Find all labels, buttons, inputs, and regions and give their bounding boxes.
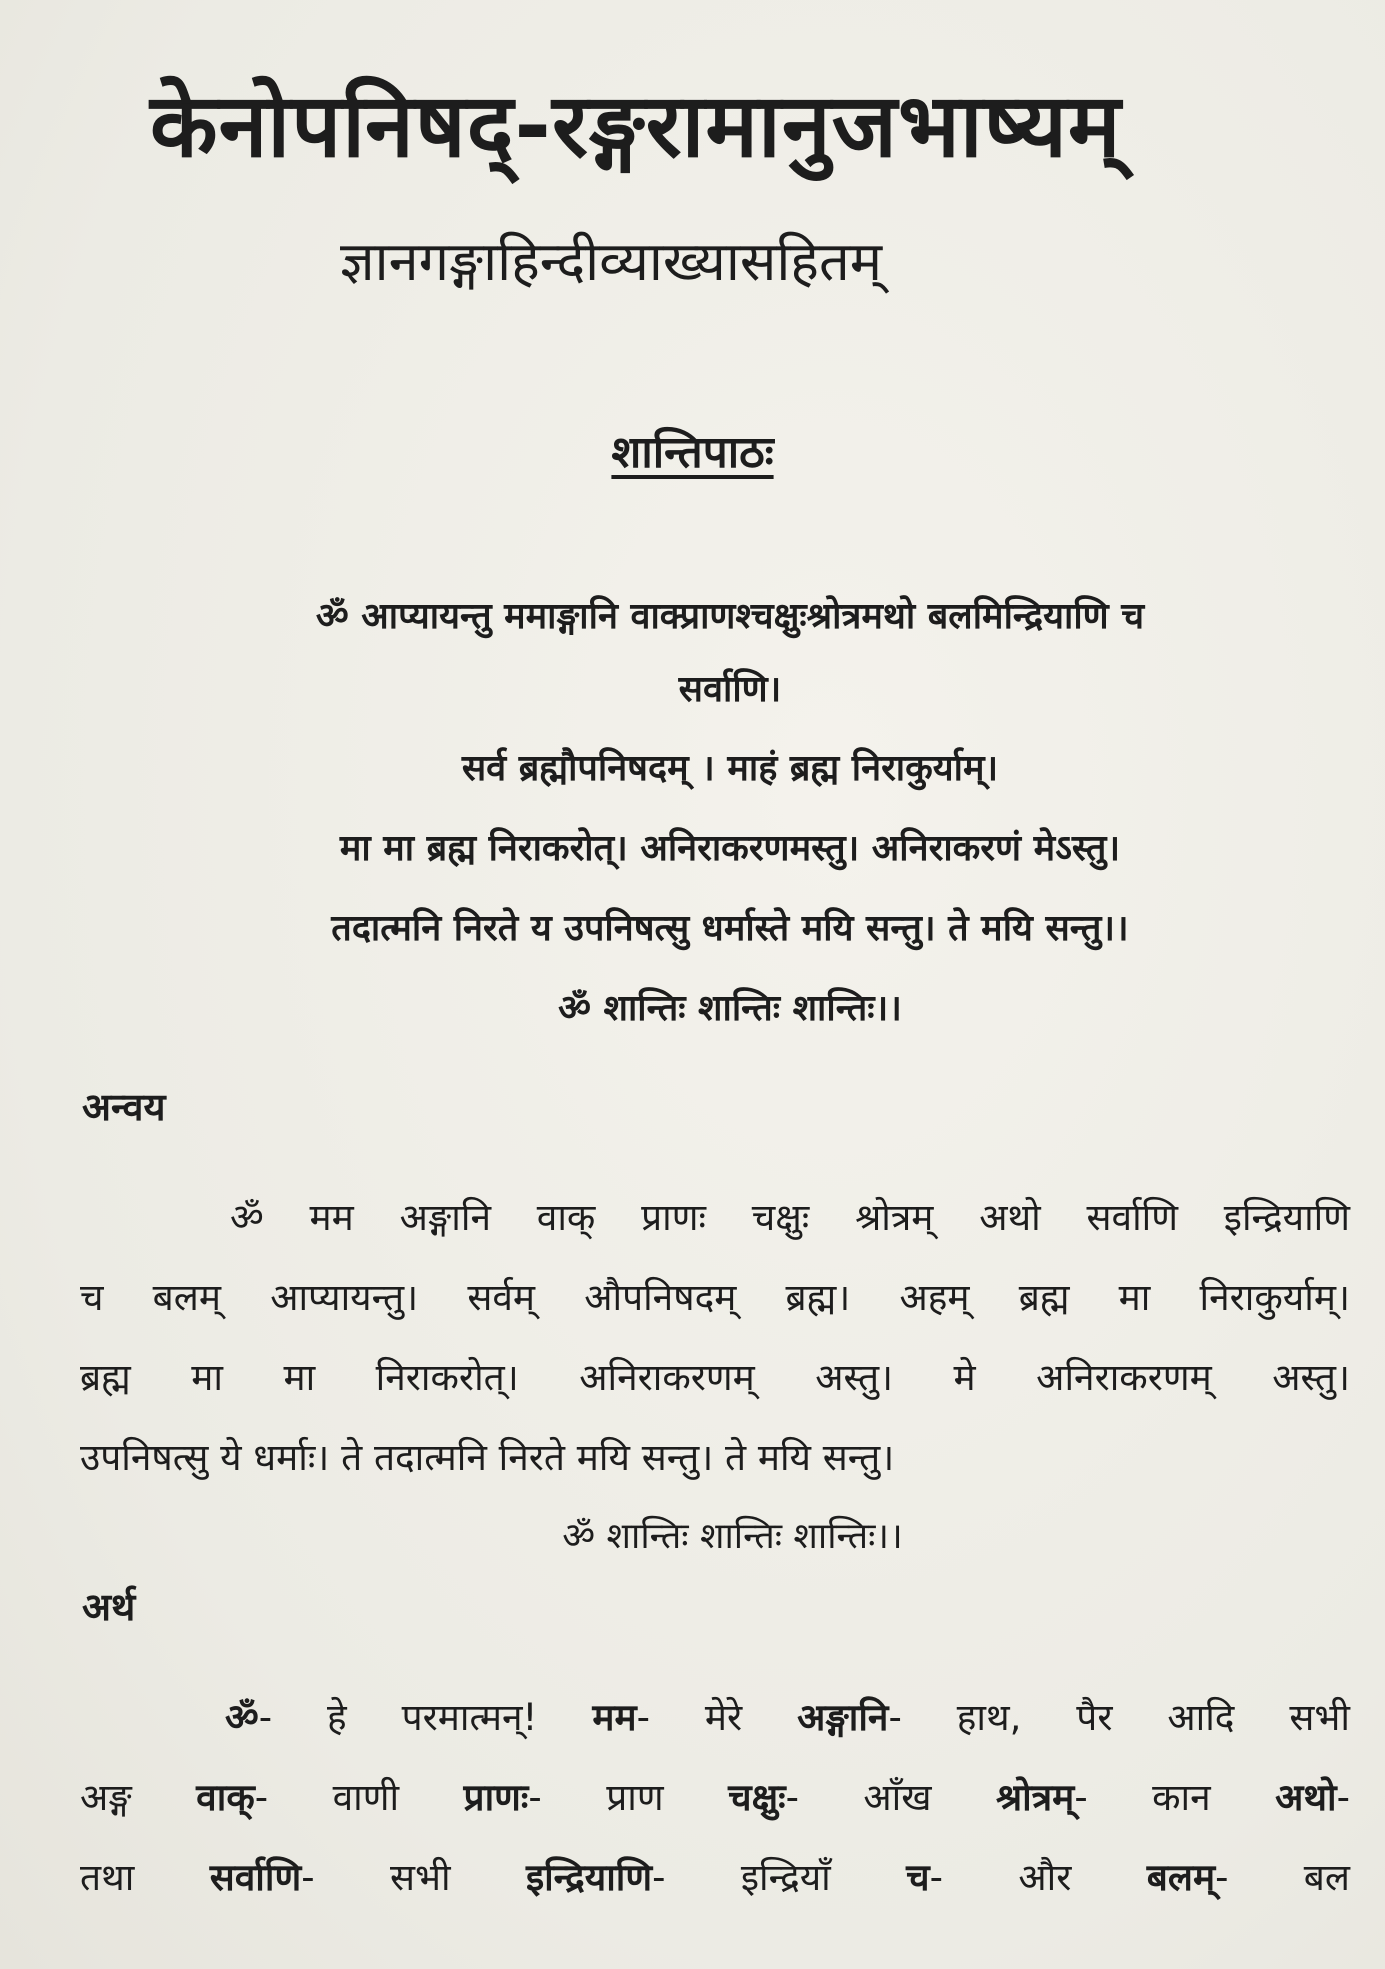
- mantra-line: सर्व ब्रह्मौपनिषदम् । माहं ब्रह्म निराकुर्याम्।: [461, 748, 999, 789]
- artha-term: ॐ: [225, 1696, 259, 1739]
- artha-meaning: - प्राण: [528, 1776, 729, 1819]
- document-title: केनोपनिषद्-रङ्गरामानुजभाष्यम्: [150, 74, 1122, 177]
- artha-meaning: - सभी: [301, 1856, 526, 1899]
- document-subtitle: ज्ञानगङ्गाहिन्दीव्याख्यासहितम्: [340, 230, 883, 293]
- artha-term: चक्षुः: [728, 1776, 786, 1819]
- mantra-line: ॐ आप्यायन्तु ममाङ्गानि वाक्प्राणश्चक्षुःश्रोत्रमथो बलमिन्द्रियाणि च: [315, 596, 1145, 637]
- anvaya-heading: अन्वय: [82, 1085, 166, 1129]
- artha-meaning: - इन्द्रियाँ: [652, 1856, 907, 1899]
- shanti-path-heading: शान्तिपाठः: [611, 427, 774, 478]
- artha-meaning: - आँख: [785, 1776, 996, 1819]
- artha-line: [80, 1770, 1350, 1821]
- artha-term: च: [906, 1856, 930, 1899]
- mantra-line: तदात्मनि निरते य उपनिषत्सु धर्मास्ते मयि सन्तु। ते मयि सन्तु।।: [331, 908, 1129, 949]
- artha-meaning: - हे परमात्मन्!: [258, 1696, 593, 1739]
- artha-meaning: तथा: [80, 1856, 210, 1899]
- artha-heading: अर्थ: [82, 1585, 136, 1629]
- artha-term: इन्द्रियाणि: [525, 1856, 653, 1899]
- artha-line: [80, 1850, 1350, 1901]
- anvaya-line: उपनिषत्सु ये धर्माः। ते तदात्मनि निरते मयि सन्तु। ते मयि सन्तु।: [80, 1436, 895, 1479]
- artha-meaning: - कान: [1074, 1776, 1276, 1819]
- artha-term: श्रोत्रम्: [995, 1776, 1075, 1819]
- artha-term: वाक्: [196, 1776, 255, 1819]
- artha-meaning: -: [1336, 1776, 1350, 1819]
- artha-meaning: - मेरे: [636, 1696, 798, 1739]
- mantra-shanti-line: ॐ शान्तिः शान्तिः शान्तिः।।: [558, 988, 902, 1029]
- anvaya-line: [80, 1190, 1350, 1241]
- artha-meaning: - और: [929, 1856, 1147, 1899]
- anvaya-line: च बलम् आप्यायन्तु। सर्वम् औपनिषदम् ब्रह्म। अहम् ब्रह्म मा निराकुर्याम्।: [80, 1276, 1350, 1319]
- artha-line: [80, 1690, 1350, 1741]
- artha-meaning: - वाणी: [254, 1776, 464, 1819]
- artha-term: बलम्: [1146, 1856, 1216, 1899]
- anvaya-line: ब्रह्म मा मा निराकरोत्। अनिराकरणम् अस्तु। मे अनिराकरणम् अस्तु।: [80, 1356, 1350, 1399]
- mantra-line: मा मा ब्रह्म निराकरोत्। अनिराकरणमस्तु। अनिराकरणं मेऽस्तु।: [339, 828, 1121, 869]
- artha-meaning: - बल: [1215, 1856, 1351, 1899]
- artha-term: अथो: [1275, 1776, 1337, 1819]
- artha-meaning: अङ्ग: [80, 1776, 197, 1819]
- artha-meaning: - हाथ, पैर आदि सभी: [888, 1696, 1350, 1739]
- anvaya-shanti-line: ॐ शान्तिः शान्तिः शान्तिः।।: [562, 1516, 903, 1557]
- artha-term: प्राणः: [463, 1776, 529, 1819]
- mantra-line: सर्वाणि।: [678, 669, 782, 710]
- anvaya-line-text: ॐ मम अङ्गानि वाक् प्राणः चक्षुः श्रोत्रम् अथो सर्वाणि इन्द्रियाणि: [230, 1196, 1350, 1239]
- artha-term: मम: [592, 1696, 637, 1739]
- artha-term: अङ्गानि: [797, 1696, 889, 1739]
- artha-term: सर्वाणि: [209, 1856, 302, 1899]
